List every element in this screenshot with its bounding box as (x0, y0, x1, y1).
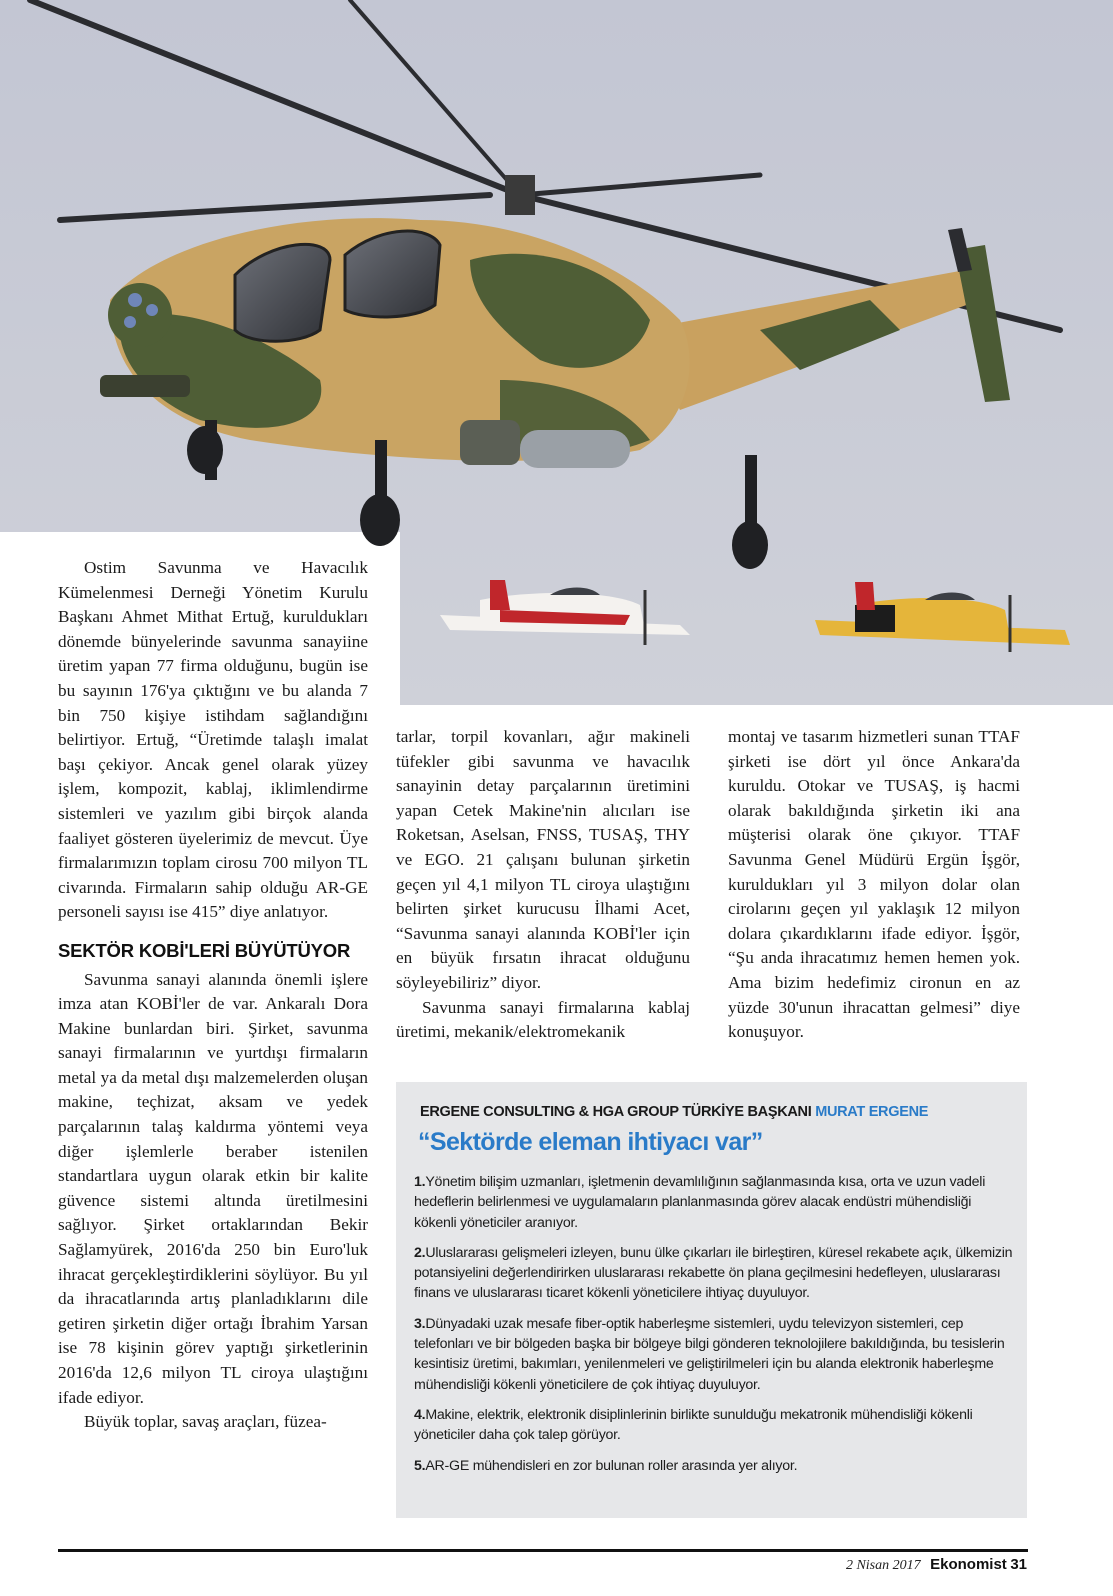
list-item: 5.AR-GE mühendisleri en zor bulunan roller arasında yer alıyor. (414, 1457, 798, 1474)
list-item: 1.Yönetim bilişim uzmanları, işletmenin devamlılığının sağlanmasında kısa, orta ve uzun vadeli hedeflerin belirlenmesi ve uygulamaların planlanmasında görev alacak endüstri mühendisliği kökenli yöneticiler aranıyor. (414, 1174, 986, 1231)
paragraph: Savunma sanayi alanında önemli işlere imza atan KOBİ'ler de var. Ankaralı Dora Makine bunlardan biri. Şirket, savunma sanayi firmalarının ve yurtdışı firmaların metal ya da metal dışı malzemelerden oluşan makine, teçhizat, aksam ve yedek parçalarının talaş kaldırma yöntemi veya diğer işlemlerle beraber istenilen standartlara uygun olarak etkin bir kalite güvence sistemi altında üretilmesini sağlıyor. Şirket ortaklarından Bekir Sağlamyürek, 2016'da 250 bin Euro'luk ihracat gerçekleştirdiklerini söylüyor. Bu yıl da ihracatlarında artış planladıklarını dile getiren şirketin diğer ortağı İbrahim Yarsan ise 78 kişinin görev yaptığı şirketlerinin 2016'da 12,6 milyon TL ciroya ulaştığını ifade ediyor. (58, 969, 368, 1407)
list-item: 2.Uluslararası gelişmeleri izleyen, bunu ülke çıkarları ile birleştiren, küresel rekabete açık, ülkemizin potansiyelini değerlendirirken uluslararası rekabette ön plana geçilmesini hedefleyen, uluslararası finans ve uluslararası ticaret kökenli yöneticilere ihtiyaç duyuluyor. (414, 1244, 1013, 1302)
paragraph: montaj ve tasarım hizmetleri sunan TTAF şirketi ise dört yıl önce Ankara'da kuruldu. Otokar ve TUSAŞ, iş hacmi olarak bakıldığında şirketin iki ana müşterisi olarak öne çıkıyor. TTAF Savunma Genel Müdürü Ergün İşgör, kuruldukları yıl 3 milyon dolar olan cirolarını geçen yıl yaklaşık 12 milyon dolara çıkardıklarını ifade ediyor. İşgör, “Şu anda ihracatımız hemen hemen yok. Ama bizim hedefimiz cironun en az yüzde 30'unun ihracattan gelmesi” diye konuşuyor. (728, 727, 1020, 1042)
sidebar-box (396, 1082, 1027, 1518)
box-quote-headline: “Sektörde eleman ihtiyacı var” (418, 1128, 763, 1156)
paragraph: Savunma sanayi firmalarına kablaj üretimi, mekanik/elektromekanik (396, 997, 690, 1042)
article-column-1 (58, 556, 368, 1435)
paragraph: Ostim Savunma ve Havacılık Kümelenmesi Derneği Yönetim Kurulu Başkanı Ahmet Mithat Ertuğ, kuruldukları dönemde bünyelerinde savunma sanayiine üretim yapan 77 firma olduğunu, bugün ise bu sayının 176'ya çıktığını ve bu alanda 7 bin 750 kişiye istihdam sağlandığını belirtiyor. Ertuğ, “Üretimde talaşlı imalat başı çekiyor. Ancak genel olarak yüzey işlem, kompozit, kablaj, iklimlendirme sistemleri ve yazılım gibi birçok alanda faaliyet gösteren üyelerimiz de mevcut. Üye firmalarımızın toplam cirosu 700 milyon TL civarında. Firmaların sahip olduğu AR-GE personeli sayısı ise 415” diye anlatıyor. (58, 558, 368, 922)
footer-rule (58, 1549, 1028, 1552)
paragraph: Büyük toplar, savaş araçları, füzea- (84, 1412, 327, 1432)
paragraph: tarlar, torpil kovanları, ağır makineli tüfekler gibi savunma ve havacılık sanayinin detay parçalarının üretimini yapan Cetek Makine'nin alıcıları ise Roketsan, Aselsan, FNSS, TUSAŞ, THY ve EGO. 21 çalışanı bulunan şirketin geçen yıl 4,1 milyon TL ciroya ulaştığını belirten şirket kurucusu İlhami Acet, “Savunma sanayi alanında KOBİ'ler için en büyük fırsatın ihracat olduğunu söyleyebiliriz” diyor. (396, 727, 690, 992)
page-number: 31 (1010, 1556, 1027, 1573)
box-kicker-title: ERGENE CONSULTING & HGA GROUP TÜRKİYE BAŞKANI (420, 1104, 812, 1120)
box-list (414, 1172, 1014, 1486)
box-kicker-name: MURAT ERGENE (815, 1104, 929, 1120)
page-footer (846, 1556, 1027, 1574)
issue-date: 2 Nisan 2017 (845, 1558, 921, 1573)
magazine-name: Ekonomist (930, 1556, 1007, 1573)
list-item: 3.Dünyadaki uzak mesafe fiber-optik haberleşme sistemleri, uydu televizyon sistemleri, cep telefonları ve bir bölgeden başka bir bölgeye bilgi gönderen teknolojilere bakıldığında, bu tesislerin kesintisiz üretimi, bakımları, yenilenmeleri ve geliştirilmeleri için bu alanda elektronik haberleşme mühendisliği kökenli yöneticilere de çok ihtiyaç duyuluyor. (414, 1315, 1005, 1393)
list-item: 4.Makine, elektrik, elektronik disiplinlerinin birlikte sunulduğu mekatronik mühendisliği kökenli yöneticiler daha çok talep görüyor. (414, 1406, 973, 1444)
article-column-3 (728, 725, 1020, 1045)
article-column-2 (396, 725, 690, 1045)
section-subheading: SEKTÖR KOBİ'LERİ BÜYÜTÜYOR (58, 939, 351, 961)
box-kicker (420, 1104, 928, 1120)
